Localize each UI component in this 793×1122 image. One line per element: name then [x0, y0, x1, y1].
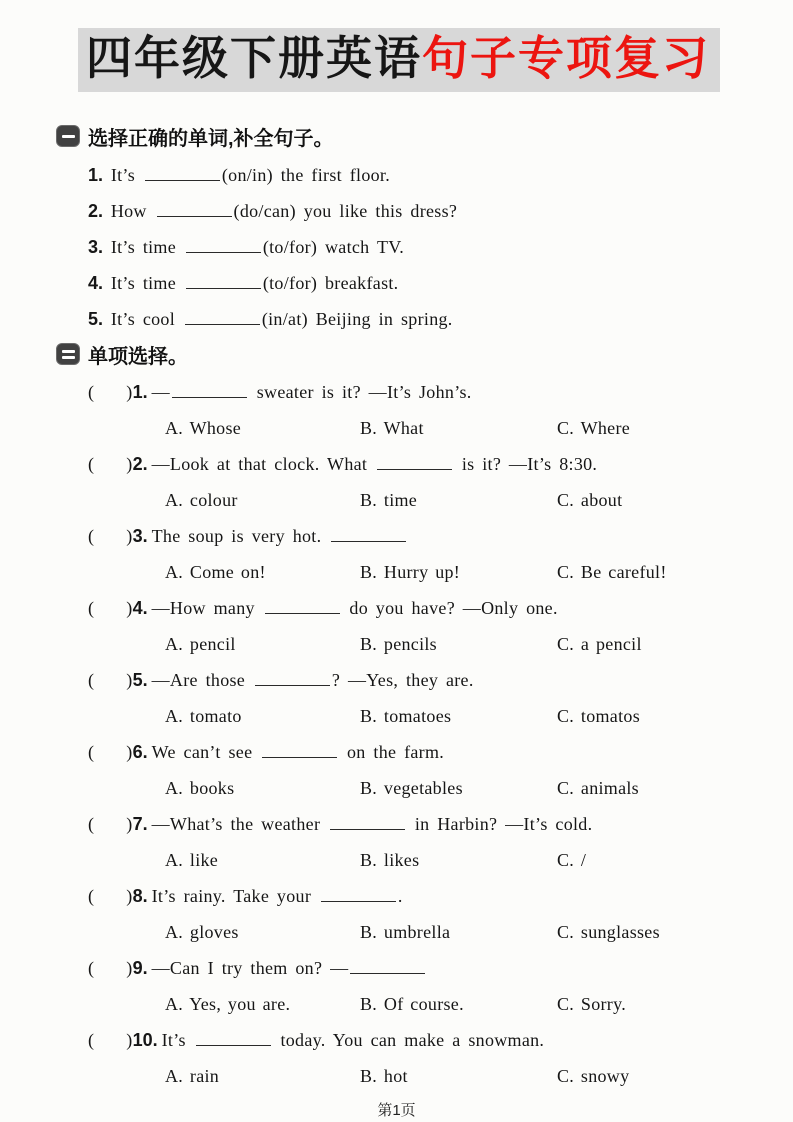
question-number: 7.: [132, 813, 148, 834]
answer-paren-open: (: [88, 669, 95, 690]
answer-blank: [331, 527, 406, 542]
question-line: ( )1. — sweater is it? —It’s John’s.: [88, 381, 472, 402]
option-a: A. Come on!: [165, 561, 266, 582]
answer-blank: [377, 455, 452, 470]
section-one-icon: [56, 125, 80, 147]
option-a: A. rain: [165, 1065, 220, 1086]
answer-blank: [186, 274, 261, 289]
option-c: C. a pencil: [557, 633, 642, 654]
options-row: [165, 482, 793, 518]
option-a: A. pencil: [165, 633, 236, 654]
answer-paren-close: ): [126, 741, 133, 762]
question-line: ( )3. The soup is very hot.: [88, 518, 793, 554]
answer-paren-close: ): [126, 597, 133, 618]
fill-in-item: 2. How (do/can) you like this dress?: [88, 200, 458, 221]
answer-paren-close: ): [126, 957, 133, 978]
option-b: B. likes: [360, 849, 420, 870]
option-c: C. about: [557, 489, 623, 510]
option-a: A. Yes, you are.: [165, 993, 291, 1014]
page-title: [78, 28, 720, 92]
fill-in-item: 1. It’s (on/in) the first floor.: [88, 164, 391, 185]
item-number: 1.: [88, 164, 104, 185]
answer-paren-open: (: [88, 957, 95, 978]
answer-paren-open: (: [88, 885, 95, 906]
options-row: [165, 698, 793, 734]
option-c: C. tomatos: [557, 705, 641, 726]
answer-paren-close: ): [126, 525, 133, 546]
option-b: B. Of course.: [360, 993, 464, 1014]
question-number: 3.: [132, 525, 148, 546]
option-b: B. Hurry up!: [360, 561, 461, 582]
answer-blank: [186, 238, 261, 253]
answer-paren-close: ): [126, 669, 133, 690]
title-black-part: 四年级下册英语: [86, 32, 422, 84]
answer-blank: [265, 599, 340, 614]
options-row: [165, 410, 793, 446]
options-row: [165, 1058, 793, 1094]
answer-blank: [255, 671, 330, 686]
question-line: ( )10. It’s today. You can make a snowman.: [88, 1029, 545, 1050]
option-b: B. time: [360, 489, 418, 510]
answer-paren-open: (: [88, 381, 95, 402]
option-b: B. What: [360, 417, 424, 438]
options-row: [165, 770, 793, 806]
page-number: 第1页: [377, 1101, 416, 1119]
answer-blank: [185, 310, 260, 325]
option-a: A. Whose: [165, 417, 242, 438]
question-number: 2.: [132, 453, 148, 474]
option-c: C. sunglasses: [557, 921, 660, 942]
answer-paren-close: ): [126, 885, 133, 906]
question-number: 8.: [132, 885, 148, 906]
question-number: 4.: [132, 597, 148, 618]
title-red-part: 句子专项复习: [422, 32, 710, 84]
options-row: [165, 554, 793, 590]
item-number: 5.: [88, 308, 104, 329]
question-line: ( )6. We can’t see on the farm.: [88, 741, 445, 762]
option-b: B. vegetables: [360, 777, 463, 798]
options-row: [165, 986, 793, 1022]
multiple-choice-questions: [0, 374, 793, 1094]
answer-blank: [330, 815, 405, 830]
fill-in-item: 5. It’s cool (in/at) Beijing in spring.: [88, 308, 453, 329]
answer-paren-open: (: [88, 453, 95, 474]
item-number: 4.: [88, 272, 104, 293]
option-c: C. Where: [557, 417, 631, 438]
options-row: [165, 914, 793, 950]
answer-blank: [172, 383, 247, 398]
options-row: [165, 842, 793, 878]
option-a: A. like: [165, 849, 219, 870]
answer-paren-close: ): [126, 1029, 133, 1050]
fill-in-item: 3. It’s time (to/for) watch TV.: [88, 236, 405, 257]
option-b: B. tomatoes: [360, 705, 452, 726]
section-one-heading: 选择正确的单词,补全句子。: [88, 127, 334, 150]
option-a: A. colour: [165, 489, 238, 510]
question-number: 5.: [132, 669, 148, 690]
section-one-header: [56, 122, 793, 151]
question-line: ( )9. —Can I try them on? —: [88, 950, 793, 986]
answer-paren-open: (: [88, 741, 95, 762]
fill-in-item: 4. It’s time (to/for) breakfast.: [88, 272, 399, 293]
question-line: ( )2. —Look at that clock. What is it? —It’s 8:30.: [88, 453, 598, 474]
question-line: ( )8. It’s rainy. Take your .: [88, 885, 403, 906]
question-number: 6.: [132, 741, 148, 762]
option-c: C. snowy: [557, 1065, 630, 1086]
answer-paren-close: ): [126, 453, 133, 474]
answer-blank: [145, 166, 220, 181]
question-line: ( )5. —Are those ? —Yes, they are.: [88, 669, 474, 690]
answer-paren-close: ): [126, 813, 133, 834]
answer-blank: [196, 1031, 271, 1046]
options-row: [165, 626, 793, 662]
answer-paren-open: (: [88, 1029, 95, 1050]
option-b: B. umbrella: [360, 921, 451, 942]
option-c: C. Be careful!: [557, 561, 667, 582]
section-two-icon: [56, 343, 80, 365]
option-b: B. hot: [360, 1065, 408, 1086]
fill-in-items: [0, 157, 793, 337]
item-number: 2.: [88, 200, 104, 221]
question-line: ( )4. —How many do you have? —Only one.: [88, 597, 558, 618]
question-number: 1.: [132, 381, 148, 402]
answer-paren-open: (: [88, 525, 95, 546]
answer-paren-close: ): [126, 381, 133, 402]
option-c: C. Sorry.: [557, 993, 627, 1014]
option-a: A. tomato: [165, 705, 242, 726]
option-c: C. animals: [557, 777, 639, 798]
answer-blank: [350, 959, 425, 974]
item-number: 3.: [88, 236, 104, 257]
answer-blank: [157, 202, 232, 217]
question-number: 10.: [132, 1029, 158, 1050]
option-a: A. books: [165, 777, 235, 798]
option-a: A. gloves: [165, 921, 239, 942]
section-two-heading: 单项选择。: [88, 345, 188, 368]
answer-paren-open: (: [88, 597, 95, 618]
option-c: C. /: [557, 849, 587, 870]
question-number: 9.: [132, 957, 148, 978]
answer-blank: [262, 743, 337, 758]
answer-blank: [321, 887, 396, 902]
answer-paren-open: (: [88, 813, 95, 834]
option-b: B. pencils: [360, 633, 437, 654]
section-two-header: [56, 340, 793, 369]
question-line: ( )7. —What’s the weather in Harbin? —It’s cold.: [88, 813, 593, 834]
